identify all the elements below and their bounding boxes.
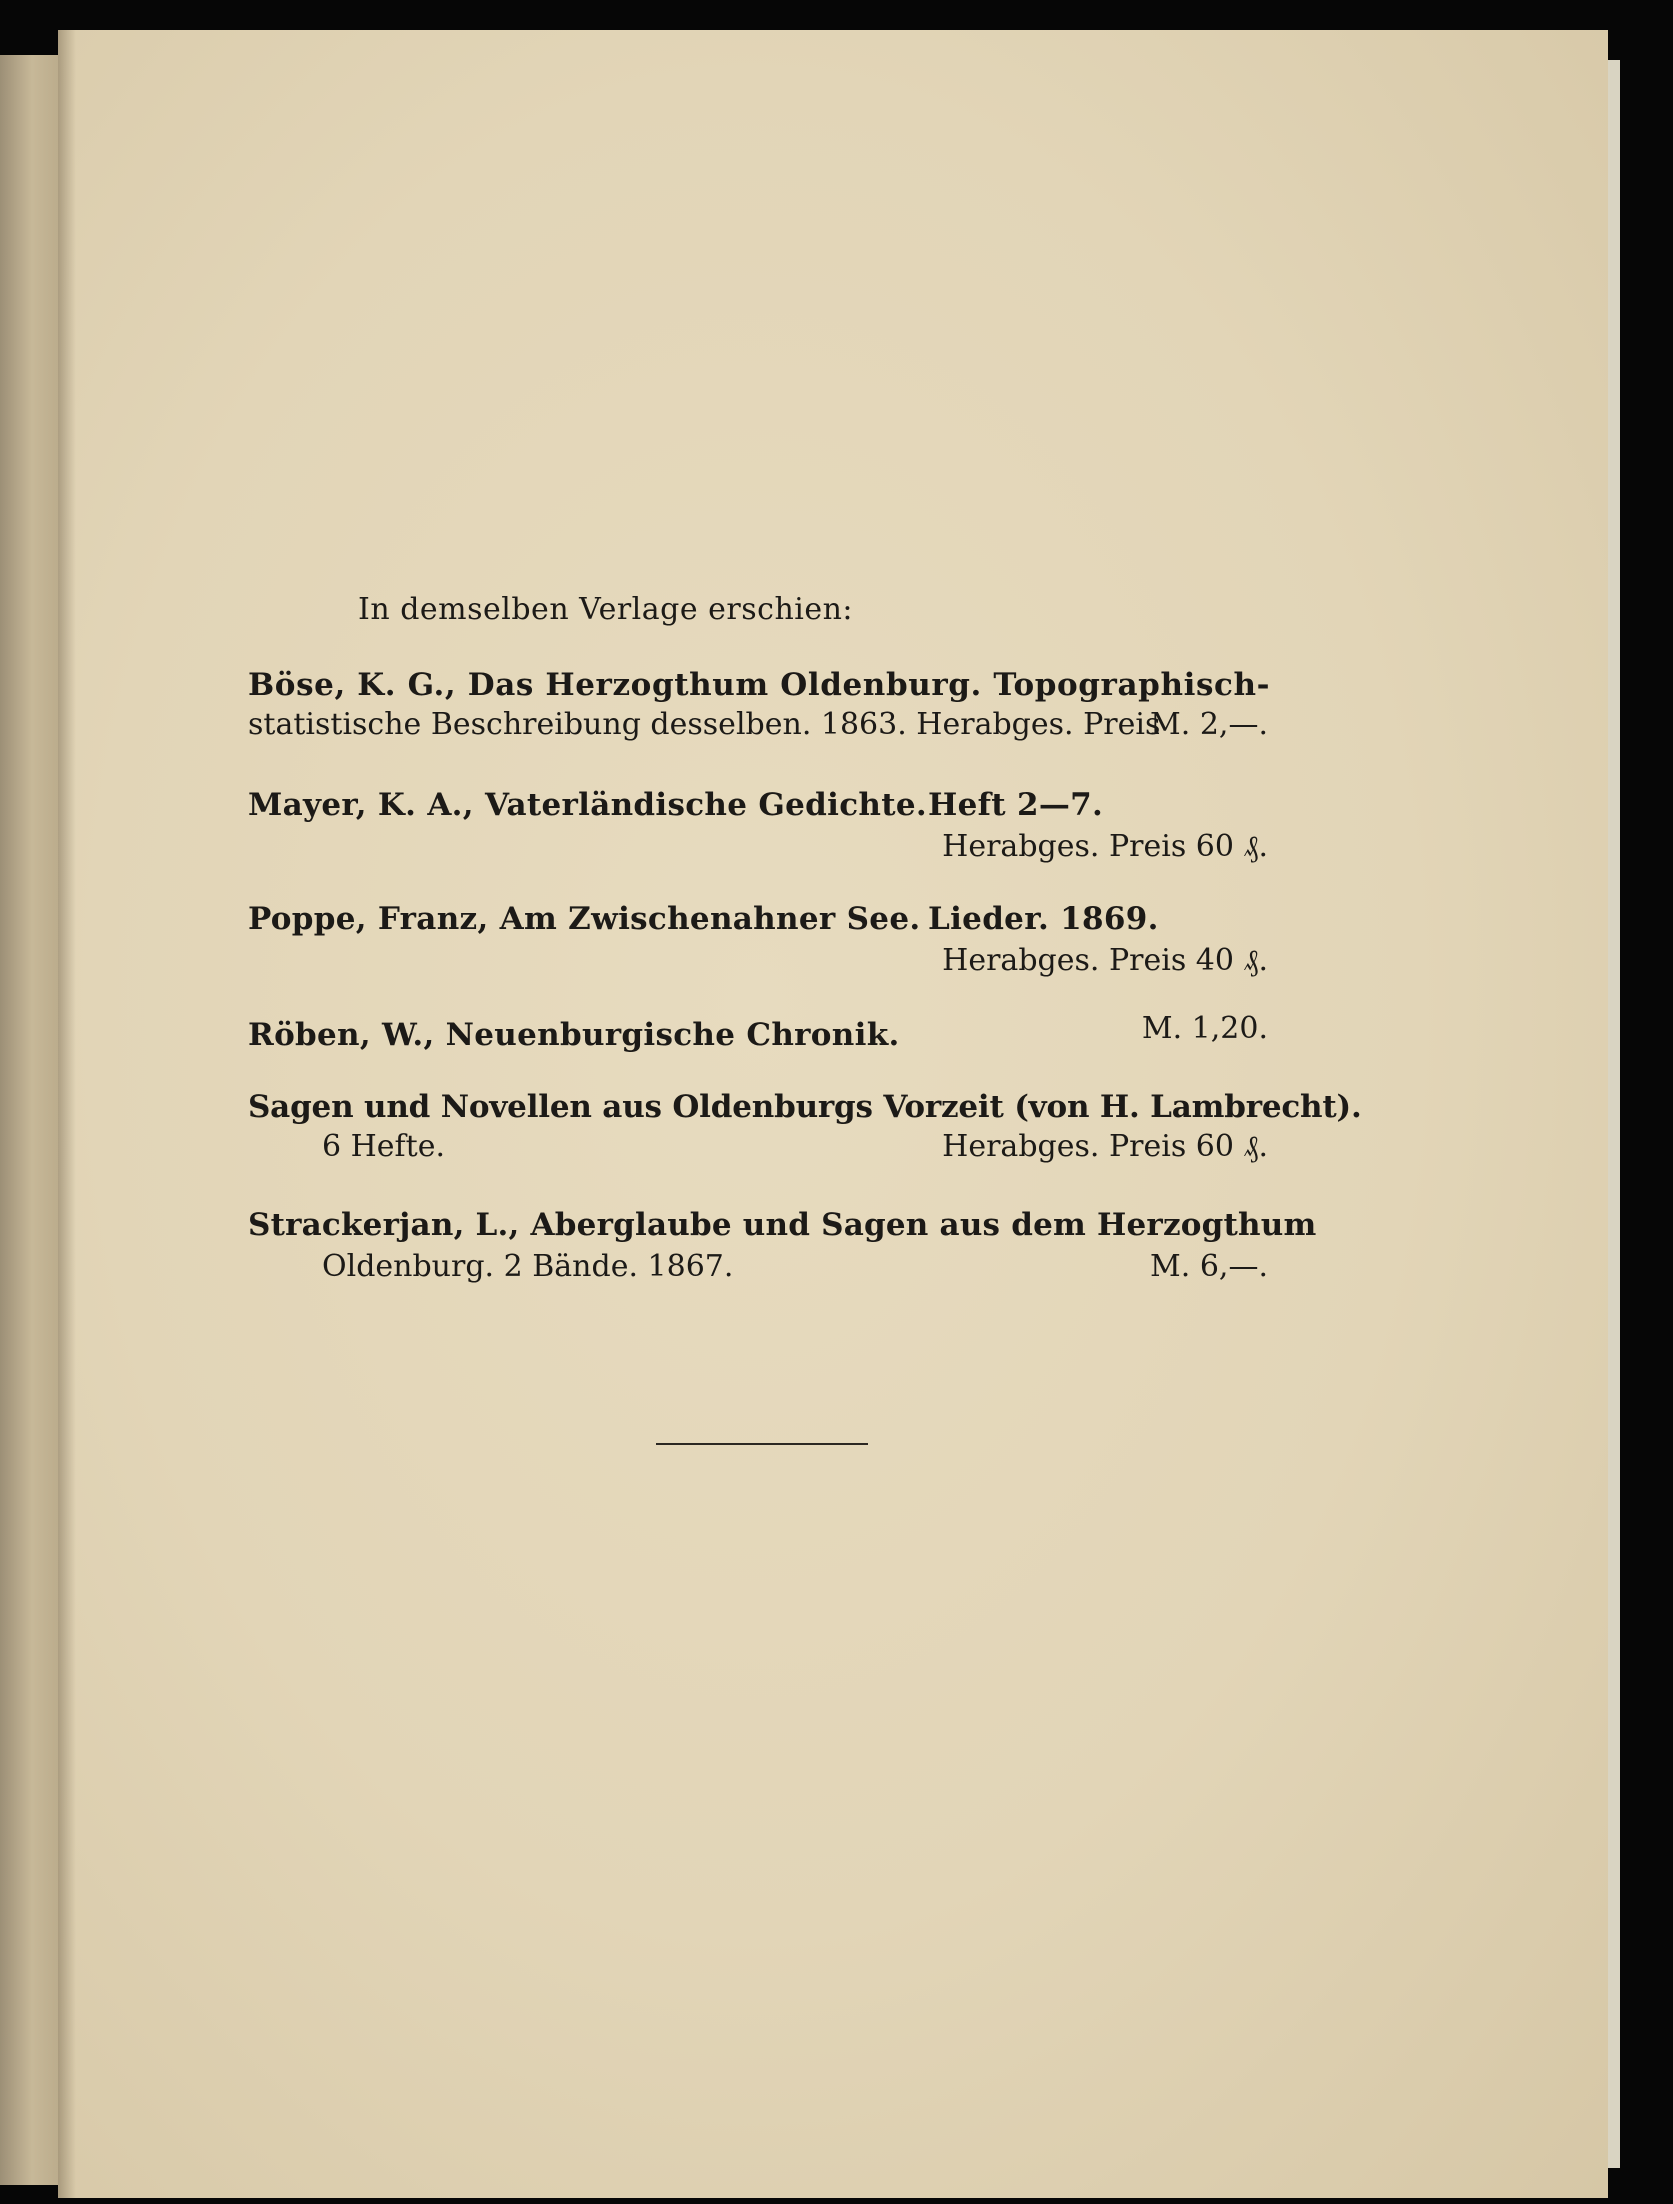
- left-page-edge: [0, 55, 64, 2185]
- entry-title: Poppe, Franz, Am Zwischenahner See.: [248, 901, 921, 937]
- entry-title: Sagen und Novellen aus Oldenburgs Vorzeit (von H. Lambrecht).: [248, 1089, 1362, 1125]
- closing-rule-divider: [656, 1443, 868, 1445]
- entry-title: Böse, K. G., Das Herzogthum Oldenburg. Topographisch-: [248, 667, 1271, 703]
- intro-heading: In demselben Verlage erschien:: [358, 592, 854, 627]
- entry-description: statistische Beschreibung desselben. 1863. Herabges. Preis: [248, 707, 1161, 742]
- entry-title-extra: Heft 2—7.: [928, 787, 1104, 823]
- entry-title: Röben, W., Neuenburgische Chronik.: [248, 1017, 900, 1053]
- entry-title: Strackerjan, L., Aberglaube und Sagen aus dem Herzogthum: [248, 1207, 1317, 1243]
- entry-price: M. 1,20.: [1141, 1011, 1268, 1046]
- entry-title-extra: Lieder. 1869.: [928, 901, 1159, 937]
- entry-title: Mayer, K. A., Vaterländische Gedichte.: [248, 787, 927, 823]
- entry-description: Oldenburg. 2 Bände. 1867.: [322, 1249, 734, 1284]
- entry-price: M. 6,—.: [1150, 1249, 1268, 1284]
- entry-price: Herabges. Preis 60 ₰.: [942, 1129, 1268, 1164]
- entry-description: 6 Hefte.: [322, 1129, 445, 1164]
- entry-price: Herabges. Preis 40 ₰.: [942, 943, 1268, 978]
- entry-price: M. 2,—.: [1150, 707, 1268, 742]
- page-gutter-shadow: [58, 30, 76, 2198]
- entry-price: Herabges. Preis 60 ₰.: [942, 829, 1268, 864]
